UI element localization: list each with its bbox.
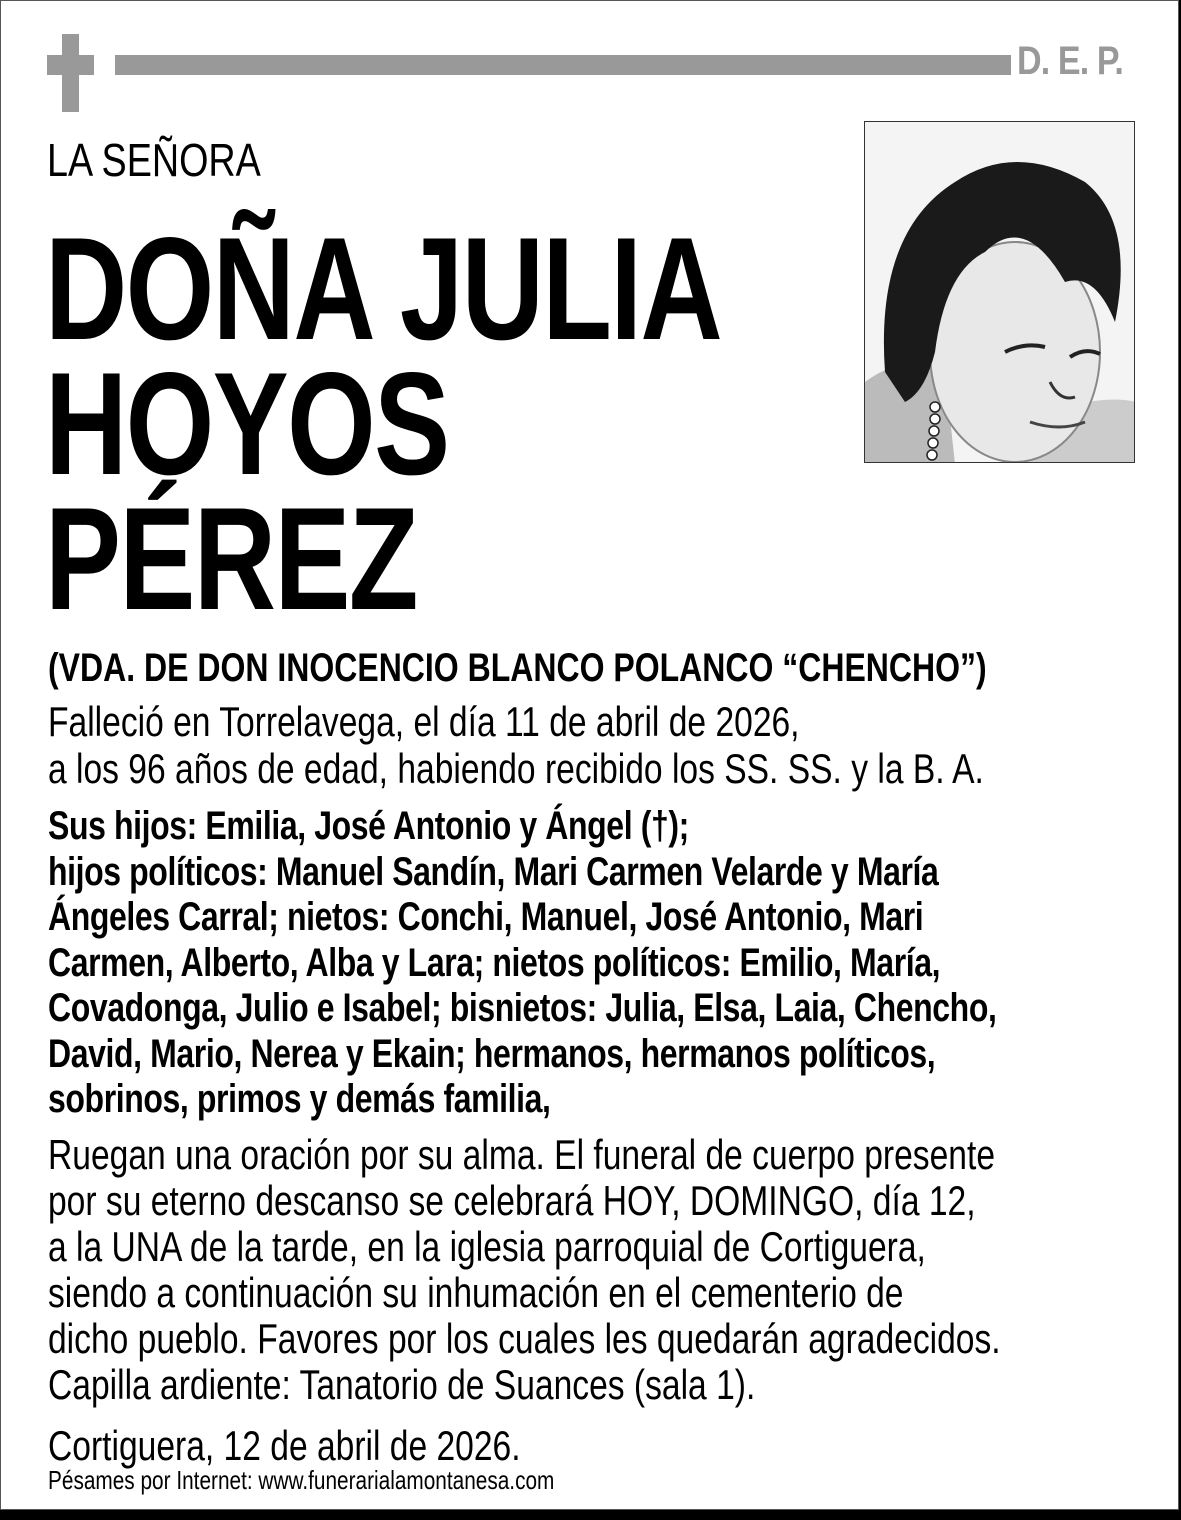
family-line-5: Covadonga, Julio e Isabel; bisnietos: Julia, Elsa, Laia, Chencho,: [48, 986, 997, 1030]
funeral-line-1: Ruegan una oración por su alma. El funeral de cuerpo presente: [48, 1131, 996, 1178]
funeral-line-2: por su eterno descanso se celebrará HOY, DOMINGO, día 12,: [48, 1177, 976, 1224]
intro-label: LA SEÑORA: [47, 134, 261, 186]
death-line-2: a los 96 años de edad, habiendo recibido los SS. SS. y la B. A.: [48, 745, 984, 792]
deceased-name-line-3: PÉREZ: [45, 477, 417, 640]
deceased-name-line-2: HOYOS: [45, 342, 449, 505]
family-line-7: sobrinos, primos y demás familia,: [48, 1077, 551, 1121]
family-line-2: hijos políticos: Manuel Sandín, Mari Carmen Velarde y María: [48, 850, 939, 894]
portrait-photo: [864, 121, 1135, 463]
funeral-line-4: siendo a continuación su inhumación en el cementerio de: [48, 1269, 904, 1316]
place-date: Cortiguera, 12 de abril de 2026.: [48, 1422, 521, 1469]
cross-icon-bar: [47, 55, 94, 75]
death-line-1: Falleció en Torrelavega, el día 11 de abril de 2026,: [48, 698, 800, 745]
funeral-line-5: dicho pueblo. Favores por los cuales les quedarán agradecidos.: [48, 1315, 1001, 1362]
dep-label: D. E. P.: [1017, 39, 1123, 83]
funeral-line-3: a la UNA de la tarde, en la iglesia parroquial de Cortiguera,: [48, 1223, 926, 1270]
family-line-3: Ángeles Carral; nietos: Conchi, Manuel, José Antonio, Mari: [48, 895, 924, 939]
condolences-line: Pésames por Internet: www.funerarialamontanesa.com: [48, 1465, 555, 1495]
widow-of-line: (VDA. DE DON INOCENCIO BLANCO POLANCO “CHENCHO”): [48, 646, 987, 690]
header-rule: [115, 55, 1011, 75]
family-line-1: Sus hijos: Emilia, José Antonio y Ángel (†);: [48, 804, 689, 848]
family-line-4: Carmen, Alberto, Alba y Lara; nietos políticos: Emilio, María,: [48, 941, 941, 985]
portrait-image: [865, 122, 1135, 463]
funeral-line-6: Capilla ardiente: Tanatorio de Suances (sala 1).: [48, 1361, 756, 1408]
family-line-6: David, Mario, Nerea y Ekain; hermanos, hermanos políticos,: [48, 1032, 936, 1076]
deceased-name-line-1: DOÑA JULIA: [45, 207, 722, 370]
